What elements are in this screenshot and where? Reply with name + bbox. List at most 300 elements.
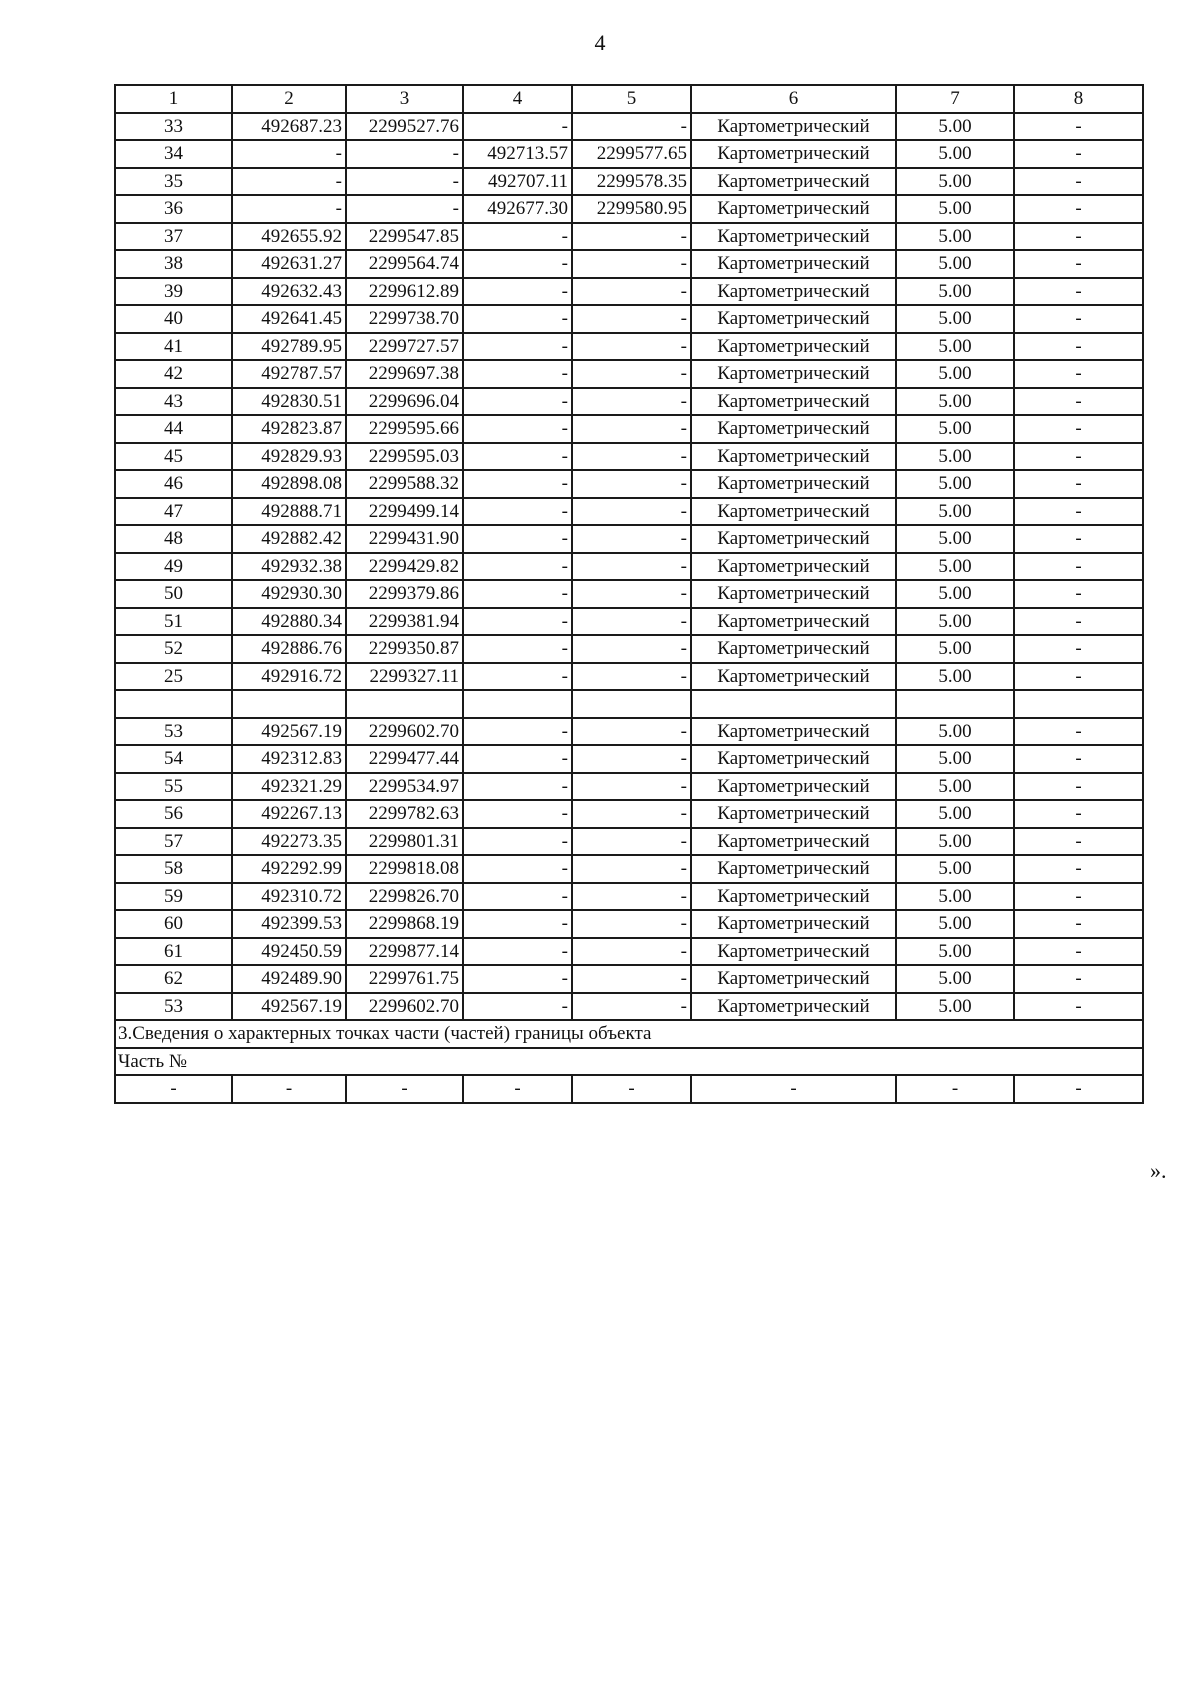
- table-row: [115, 443, 1143, 471]
- table-cell-col-4: -: [463, 415, 572, 443]
- table-row: [115, 938, 1143, 966]
- table-cell-col-5: -: [572, 250, 691, 278]
- table-cell-col-5: -: [572, 1075, 691, 1103]
- table-cell-col-1: 54: [115, 745, 232, 773]
- table-cell-col-2: 492450.59: [232, 938, 346, 966]
- table-cell-col-4: -: [463, 525, 572, 553]
- table-cell-col-1: 53: [115, 993, 232, 1021]
- table-cell-col-4: -: [463, 855, 572, 883]
- table-cell-col-3: 2299602.70: [346, 718, 463, 746]
- table-cell-col-8: -: [1014, 443, 1143, 471]
- table-cell-col-5: -: [572, 965, 691, 993]
- table-cell-col-6: Картометрический: [691, 360, 896, 388]
- table-header-row: [115, 85, 1143, 113]
- table-cell-col-1: 58: [115, 855, 232, 883]
- table-cell-col-5: -: [572, 938, 691, 966]
- table-cell-col-7: 5.00: [896, 718, 1014, 746]
- table-cell-col-7: 5.00: [896, 938, 1014, 966]
- table-cell-col-3: 2299588.32: [346, 470, 463, 498]
- table-cell-col-3: -: [346, 1075, 463, 1103]
- table-cell-col-1: 53: [115, 718, 232, 746]
- table-cell-col-4: -: [463, 223, 572, 251]
- table-cell-col-7: 5.00: [896, 773, 1014, 801]
- table-cell-col-3: 2299547.85: [346, 223, 463, 251]
- table-cell-col-4: -: [463, 278, 572, 306]
- table-cell-col-8: -: [1014, 993, 1143, 1021]
- table-row: [115, 305, 1143, 333]
- table-cell-col-5: -: [572, 663, 691, 691]
- table-cell-col-7: 7: [896, 85, 1014, 113]
- table-cell-col-6: Картометрический: [691, 223, 896, 251]
- table-cell-col-5: -: [572, 883, 691, 911]
- table-cell-col-7: 5.00: [896, 195, 1014, 223]
- table-cell-col-6: Картометрический: [691, 278, 896, 306]
- table-row: [115, 745, 1143, 773]
- section-3-title-row-label: 3.Сведения о характерных точках части (частей) границы объекта: [115, 1020, 1143, 1048]
- table-cell-col-6: Картометрический: [691, 250, 896, 278]
- table-cell-col-1: 47: [115, 498, 232, 526]
- table-cell-col-5: -: [572, 113, 691, 141]
- table-row: [115, 333, 1143, 361]
- table-cell-col-8: -: [1014, 360, 1143, 388]
- table-cell-col-7: 5.00: [896, 388, 1014, 416]
- table-cell-col-6: Картометрический: [691, 195, 896, 223]
- table-cell-col-7: 5.00: [896, 663, 1014, 691]
- table-cell-col-8: -: [1014, 718, 1143, 746]
- table-cell-col-7: 5.00: [896, 498, 1014, 526]
- table-cell-col-7: 5.00: [896, 470, 1014, 498]
- table-cell-col-2: -: [232, 195, 346, 223]
- table-cell-col-8: -: [1014, 195, 1143, 223]
- table-cell-col-6: Картометрический: [691, 745, 896, 773]
- table-cell-col-2: 492888.71: [232, 498, 346, 526]
- table-cell-col-3: 2299431.90: [346, 525, 463, 553]
- closing-quote: ».: [1150, 1158, 1167, 1183]
- table-cell-col-2: 492489.90: [232, 965, 346, 993]
- table-row: [115, 800, 1143, 828]
- table-row: [115, 580, 1143, 608]
- part-number-row-label: Часть №: [115, 1048, 1143, 1076]
- table-cell-col-7: 5.00: [896, 855, 1014, 883]
- table-cell-col-6: Картометрический: [691, 498, 896, 526]
- table-cell-col-6: Картометрический: [691, 773, 896, 801]
- table-cell-col-3: -: [346, 195, 463, 223]
- table-cell-col-1: 45: [115, 443, 232, 471]
- table-cell-col-2: 492789.95: [232, 333, 346, 361]
- table-cell-col-1: 60: [115, 910, 232, 938]
- table-cell-col-5: -: [572, 608, 691, 636]
- table-cell-col-5: -: [572, 745, 691, 773]
- table-cell-col-1: 62: [115, 965, 232, 993]
- table-cell-col-3: 2299697.38: [346, 360, 463, 388]
- table-cell-col-3: [346, 690, 463, 718]
- table-cell-col-6: Картометрический: [691, 883, 896, 911]
- table-cell-col-8: -: [1014, 498, 1143, 526]
- table-cell-col-6: Картометрический: [691, 608, 896, 636]
- table-cell-col-1: 33: [115, 113, 232, 141]
- table-cell-col-3: 2299696.04: [346, 388, 463, 416]
- table-cell-col-4: -: [463, 938, 572, 966]
- table-cell-col-6: 6: [691, 85, 896, 113]
- table-cell-col-4: -: [463, 470, 572, 498]
- table-cell-col-7: 5.00: [896, 883, 1014, 911]
- table-cell-col-7: -: [896, 1075, 1014, 1103]
- table-row: [115, 415, 1143, 443]
- table-cell-col-2: 492886.76: [232, 635, 346, 663]
- table-cell-col-7: 5.00: [896, 250, 1014, 278]
- table-cell-col-8: -: [1014, 800, 1143, 828]
- table-cell-col-7: 5.00: [896, 415, 1014, 443]
- table-cell-col-4: -: [463, 800, 572, 828]
- table-cell-col-3: 2299350.87: [346, 635, 463, 663]
- table-cell-col-8: -: [1014, 305, 1143, 333]
- table-cell-col-1: 25: [115, 663, 232, 691]
- table-cell-col-7: 5.00: [896, 965, 1014, 993]
- table-cell-col-1: 41: [115, 333, 232, 361]
- table-cell-col-2: 492631.27: [232, 250, 346, 278]
- table-cell-col-8: -: [1014, 333, 1143, 361]
- table-cell-col-8: -: [1014, 938, 1143, 966]
- table-cell-col-2: 492687.23: [232, 113, 346, 141]
- table-row: [115, 773, 1143, 801]
- table-cell-col-4: -: [463, 553, 572, 581]
- table-cell-col-6: -: [691, 1075, 896, 1103]
- table-cell-col-3: 2299499.14: [346, 498, 463, 526]
- table-cell-col-2: -: [232, 1075, 346, 1103]
- table-cell-col-5: -: [572, 773, 691, 801]
- table-cell-col-6: Картометрический: [691, 113, 896, 141]
- table-cell-col-3: 2299612.89: [346, 278, 463, 306]
- table-cell-col-6: Картометрический: [691, 333, 896, 361]
- table-cell-col-6: Картометрический: [691, 168, 896, 196]
- table-cell-col-3: 2299379.86: [346, 580, 463, 608]
- table-row: [115, 663, 1143, 691]
- table-cell-col-7: 5.00: [896, 580, 1014, 608]
- table-row: [115, 250, 1143, 278]
- table-row: [115, 498, 1143, 526]
- table-cell-col-8: -: [1014, 278, 1143, 306]
- table-row: [115, 910, 1143, 938]
- table-cell-col-3: 2299595.66: [346, 415, 463, 443]
- table-cell-col-4: -: [463, 305, 572, 333]
- table-cell-col-5: -: [572, 525, 691, 553]
- table-cell-col-7: 5.00: [896, 140, 1014, 168]
- table-cell-col-5: -: [572, 415, 691, 443]
- table-cell-col-6: Картометрический: [691, 663, 896, 691]
- table-cell-col-4: 492707.11: [463, 168, 572, 196]
- table-cell-col-8: -: [1014, 773, 1143, 801]
- table-cell-col-3: 2299818.08: [346, 855, 463, 883]
- table-cell-col-2: 492273.35: [232, 828, 346, 856]
- table-cell-col-4: -: [463, 828, 572, 856]
- table-cell-col-7: 5.00: [896, 993, 1014, 1021]
- table-cell-col-4: -: [463, 113, 572, 141]
- table-cell-col-3: 2299534.97: [346, 773, 463, 801]
- table-row: [115, 278, 1143, 306]
- table-cell-col-4: -: [463, 580, 572, 608]
- table-cell-col-1: 34: [115, 140, 232, 168]
- table-row: [115, 140, 1143, 168]
- table-cell-col-5: 5: [572, 85, 691, 113]
- table-cell-col-6: Картометрический: [691, 635, 896, 663]
- table-row: [115, 360, 1143, 388]
- table-cell-col-1: 38: [115, 250, 232, 278]
- table-cell-col-7: 5.00: [896, 333, 1014, 361]
- table-cell-col-2: 492292.99: [232, 855, 346, 883]
- table-cell-col-7: 5.00: [896, 828, 1014, 856]
- table-cell-col-3: 2299727.57: [346, 333, 463, 361]
- table-cell-col-6: Картометрический: [691, 415, 896, 443]
- table-cell-col-5: -: [572, 718, 691, 746]
- table-cell-col-8: -: [1014, 580, 1143, 608]
- table-cell-col-5: 2299580.95: [572, 195, 691, 223]
- table-cell-col-7: 5.00: [896, 113, 1014, 141]
- table-cell-col-2: 492655.92: [232, 223, 346, 251]
- table-cell-col-4: -: [463, 773, 572, 801]
- table-cell-col-6: Картометрический: [691, 305, 896, 333]
- table-cell-col-2: 492830.51: [232, 388, 346, 416]
- table-cell-col-2: 492641.45: [232, 305, 346, 333]
- table-cell-col-1: 46: [115, 470, 232, 498]
- table-row: [115, 855, 1143, 883]
- table-cell-col-7: 5.00: [896, 360, 1014, 388]
- table-cell-col-2: 492312.83: [232, 745, 346, 773]
- table-cell-col-2: 492930.30: [232, 580, 346, 608]
- table-cell-col-7: 5.00: [896, 745, 1014, 773]
- table-cell-col-1: 40: [115, 305, 232, 333]
- table-cell-col-2: 492916.72: [232, 663, 346, 691]
- table-row: [115, 168, 1143, 196]
- table-cell-col-7: 5.00: [896, 910, 1014, 938]
- table-cell-col-8: -: [1014, 745, 1143, 773]
- table-cell-col-3: 2299564.74: [346, 250, 463, 278]
- table-cell-col-2: 492567.19: [232, 993, 346, 1021]
- table-cell-col-5: -: [572, 828, 691, 856]
- table-cell-col-3: 2299381.94: [346, 608, 463, 636]
- table-cell-col-5: -: [572, 223, 691, 251]
- table-row: [115, 113, 1143, 141]
- table-cell-col-8: -: [1014, 168, 1143, 196]
- table-cell-col-6: Картометрический: [691, 140, 896, 168]
- table-cell-col-3: 2299761.75: [346, 965, 463, 993]
- table-cell-col-5: -: [572, 855, 691, 883]
- table-cell-col-2: 492321.29: [232, 773, 346, 801]
- table-cell-col-1: 35: [115, 168, 232, 196]
- table-cell-col-5: -: [572, 993, 691, 1021]
- table-cell-col-3: 2299429.82: [346, 553, 463, 581]
- table-cell-col-4: -: [463, 443, 572, 471]
- table-cell-col-1: 39: [115, 278, 232, 306]
- table-cell-col-7: 5.00: [896, 525, 1014, 553]
- table-cell-col-1: 57: [115, 828, 232, 856]
- table-cell-col-5: -: [572, 333, 691, 361]
- table-cell-col-3: 2299868.19: [346, 910, 463, 938]
- table-cell-col-2: -: [232, 168, 346, 196]
- table-cell-col-8: [1014, 690, 1143, 718]
- table-row: [115, 525, 1143, 553]
- table-cell-col-6: Картометрический: [691, 388, 896, 416]
- table-row: [115, 993, 1143, 1021]
- table-cell-col-5: -: [572, 388, 691, 416]
- table-cell-col-2: 492882.42: [232, 525, 346, 553]
- table-cell-col-2: 492267.13: [232, 800, 346, 828]
- section-3-title-row: [115, 1020, 1143, 1048]
- table-cell-col-5: [572, 690, 691, 718]
- table-cell-col-7: 5.00: [896, 635, 1014, 663]
- table-cell-col-3: 2299738.70: [346, 305, 463, 333]
- table-cell-col-5: -: [572, 470, 691, 498]
- table-cell-col-6: Картометрический: [691, 553, 896, 581]
- table-row: [115, 608, 1143, 636]
- table-row: [115, 470, 1143, 498]
- table-cell-col-3: 2299327.11: [346, 663, 463, 691]
- table-cell-col-1: -: [115, 1075, 232, 1103]
- table-cell-col-8: -: [1014, 415, 1143, 443]
- table-row: [115, 883, 1143, 911]
- table-cell-col-4: -: [463, 250, 572, 278]
- table-cell-col-8: -: [1014, 883, 1143, 911]
- table-cell-col-5: -: [572, 553, 691, 581]
- table-cell-col-2: 492823.87: [232, 415, 346, 443]
- table-cell-col-8: -: [1014, 635, 1143, 663]
- table-cell-col-1: 36: [115, 195, 232, 223]
- table-cell-col-8: -: [1014, 608, 1143, 636]
- table-row: [115, 195, 1143, 223]
- table-cell-col-6: Картометрический: [691, 443, 896, 471]
- table-cell-col-7: 5.00: [896, 800, 1014, 828]
- table-cell-col-4: -: [463, 388, 572, 416]
- table-cell-col-1: 52: [115, 635, 232, 663]
- table-cell-col-2: 492898.08: [232, 470, 346, 498]
- table-cell-col-4: -: [463, 910, 572, 938]
- table-cell-col-3: 2299801.31: [346, 828, 463, 856]
- table-cell-col-6: Картометрический: [691, 965, 896, 993]
- table-cell-col-6: Картометрический: [691, 525, 896, 553]
- table-cell-col-8: -: [1014, 223, 1143, 251]
- table-cell-col-4: [463, 690, 572, 718]
- table-cell-col-6: [691, 690, 896, 718]
- table-cell-col-8: -: [1014, 855, 1143, 883]
- table-cell-col-6: Картометрический: [691, 580, 896, 608]
- table-row: [115, 965, 1143, 993]
- table-cell-col-5: -: [572, 635, 691, 663]
- table-cell-col-6: Картометрический: [691, 718, 896, 746]
- table-row: [115, 635, 1143, 663]
- table-cell-col-1: 43: [115, 388, 232, 416]
- table-cell-col-4: -: [463, 745, 572, 773]
- table-cell-col-5: -: [572, 800, 691, 828]
- page-number: 4: [594, 30, 606, 55]
- table-cell-col-4: -: [463, 965, 572, 993]
- table-cell-col-8: -: [1014, 1075, 1143, 1103]
- table-cell-col-1: [115, 690, 232, 718]
- table-row: [115, 718, 1143, 746]
- table-cell-col-7: 5.00: [896, 168, 1014, 196]
- table-cell-col-4: -: [463, 883, 572, 911]
- table-cell-col-4: -: [463, 360, 572, 388]
- table-cell-col-5: -: [572, 580, 691, 608]
- table-cell-col-2: 492632.43: [232, 278, 346, 306]
- table-cell-col-5: 2299577.65: [572, 140, 691, 168]
- table-cell-col-1: 50: [115, 580, 232, 608]
- table-cell-col-1: 37: [115, 223, 232, 251]
- table-cell-col-8: -: [1014, 965, 1143, 993]
- table-final-row: [115, 1075, 1143, 1103]
- table-cell-col-4: -: [463, 608, 572, 636]
- table-cell-col-3: -: [346, 168, 463, 196]
- table-cell-col-4: -: [463, 993, 572, 1021]
- table-cell-col-3: 2299477.44: [346, 745, 463, 773]
- table-row: [115, 553, 1143, 581]
- table-cell-col-8: -: [1014, 910, 1143, 938]
- table-cell-col-8: -: [1014, 113, 1143, 141]
- table-cell-col-4: 492713.57: [463, 140, 572, 168]
- table-cell-col-8: -: [1014, 525, 1143, 553]
- table-cell-col-2: 492932.38: [232, 553, 346, 581]
- table-cell-col-5: -: [572, 498, 691, 526]
- table-cell-col-3: 2299602.70: [346, 993, 463, 1021]
- table-cell-col-4: 4: [463, 85, 572, 113]
- table-cell-col-8: -: [1014, 388, 1143, 416]
- table-cell-col-3: -: [346, 140, 463, 168]
- table-row: [115, 690, 1143, 718]
- table-cell-col-8: -: [1014, 553, 1143, 581]
- table-cell-col-8: 8: [1014, 85, 1143, 113]
- table-cell-col-6: Картометрический: [691, 938, 896, 966]
- table-cell-col-1: 42: [115, 360, 232, 388]
- table-cell-col-3: 2299826.70: [346, 883, 463, 911]
- table-row: [115, 388, 1143, 416]
- table-cell-col-1: 55: [115, 773, 232, 801]
- table-cell-col-3: 2299595.03: [346, 443, 463, 471]
- table-cell-col-7: [896, 690, 1014, 718]
- table-cell-col-2: -: [232, 140, 346, 168]
- table-cell-col-2: 492829.93: [232, 443, 346, 471]
- table-cell-col-5: -: [572, 360, 691, 388]
- table-cell-col-5: -: [572, 910, 691, 938]
- table-cell-col-2: [232, 690, 346, 718]
- table-cell-col-4: -: [463, 718, 572, 746]
- table-cell-col-8: -: [1014, 140, 1143, 168]
- table-cell-col-5: -: [572, 278, 691, 306]
- table-cell-col-8: -: [1014, 250, 1143, 278]
- table-cell-col-7: 5.00: [896, 305, 1014, 333]
- table-cell-col-6: Картометрический: [691, 800, 896, 828]
- table-cell-col-7: 5.00: [896, 223, 1014, 251]
- table-cell-col-7: 5.00: [896, 608, 1014, 636]
- table-row: [115, 828, 1143, 856]
- table-cell-col-2: 492399.53: [232, 910, 346, 938]
- table-cell-col-2: 492787.57: [232, 360, 346, 388]
- table-cell-col-1: 56: [115, 800, 232, 828]
- table-cell-col-1: 44: [115, 415, 232, 443]
- table-cell-col-1: 1: [115, 85, 232, 113]
- table-cell-col-4: -: [463, 1075, 572, 1103]
- table-cell-col-4: -: [463, 333, 572, 361]
- table-cell-col-7: 5.00: [896, 443, 1014, 471]
- table-cell-col-8: -: [1014, 828, 1143, 856]
- table-cell-col-6: Картометрический: [691, 828, 896, 856]
- table-cell-col-5: -: [572, 443, 691, 471]
- table-cell-col-5: 2299578.35: [572, 168, 691, 196]
- table-cell-col-1: 48: [115, 525, 232, 553]
- table-cell-col-5: -: [572, 305, 691, 333]
- table-cell-col-2: 492880.34: [232, 608, 346, 636]
- table-cell-col-6: Картометрический: [691, 855, 896, 883]
- table-cell-col-8: -: [1014, 663, 1143, 691]
- table-cell-col-3: 2299782.63: [346, 800, 463, 828]
- table-cell-col-7: 5.00: [896, 553, 1014, 581]
